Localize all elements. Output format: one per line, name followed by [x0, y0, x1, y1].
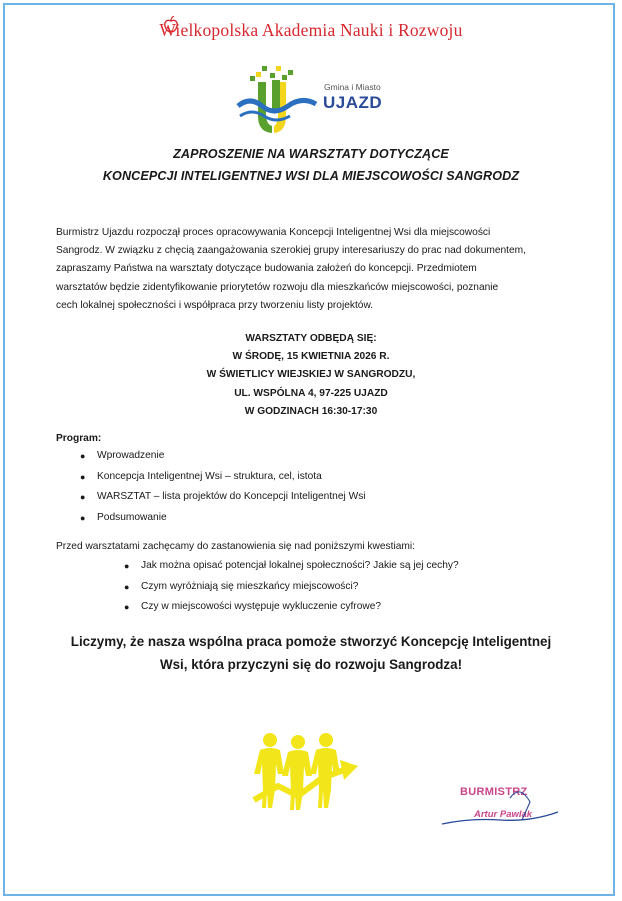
intro-paragraph	[56, 224, 570, 315]
bullet-icon: ●	[124, 602, 130, 612]
list-item	[124, 577, 459, 598]
event-hours: W GODZINACH 16:30-17:30	[244, 405, 378, 417]
question-item: Czy w miejscowości występuje wykluczenie cyfrowe?	[141, 601, 382, 612]
bullet-icon: ●	[80, 492, 86, 502]
questions-intro: Przed warsztatami zachęcamy do zastanowienia się nad poniższymi kwestiami:	[56, 541, 415, 552]
closing-line: Wsi, która przyczyni się do rozwoju Sangrodza!	[159, 657, 463, 672]
questions-list	[124, 556, 459, 618]
people-growth-illustration-icon	[248, 730, 368, 814]
org-header	[0, 20, 622, 41]
intro-line: warsztatów będzie zidentyfikowanie priorytetów rozwoju dla mieszkańców miejscowości, poznanie	[56, 281, 499, 293]
signature-scribble-icon	[440, 780, 560, 840]
intro-line: zapraszamy Państwa na warsztaty dotyczące budowania założeń do koncepcji. Przedmiotem	[56, 263, 477, 275]
bullet-icon: ●	[124, 581, 130, 592]
program-item: WARSZTAT – lista projektów do Koncepcji Inteligentnej Wsi	[97, 491, 366, 502]
bullet-icon: ●	[80, 512, 86, 523]
signature-title: BURMISTRZ	[460, 786, 528, 798]
list-item	[124, 556, 459, 577]
details-heading: WARSZTATY ODBĘDĄ SIĘ:	[245, 333, 377, 344]
closing-statement	[0, 630, 622, 676]
event-details	[0, 330, 622, 421]
municipality-name: UJAZD	[323, 93, 383, 112]
municipality-small-text: Gmina i Miasto	[324, 82, 381, 92]
list-item	[80, 446, 366, 467]
list-item	[124, 597, 459, 618]
signature-name: Artur Pawlak	[474, 809, 533, 820]
intro-line: Sangrodz. W związku z chęcią zaangażowania szerokiej grupy interesariuszy do prac nad dokumentem,	[56, 245, 526, 257]
municipality-logo	[236, 66, 396, 138]
program-item: Koncepcja Inteligentnej Wsi – struktura, cel, istota	[97, 470, 322, 482]
event-place: W ŚWIETLICY WIEJSKIEJ W SANGRODZU,	[206, 369, 416, 381]
list-item	[80, 467, 366, 488]
program-item: Wprowadzenie	[97, 450, 165, 461]
list-item	[80, 508, 366, 529]
question-item: Jak można opisać potencjał lokalnej społeczności? Jakie są jej cechy?	[141, 560, 459, 571]
signature-stamp	[440, 780, 560, 840]
program-list	[80, 446, 366, 528]
program-label: Program:	[56, 433, 102, 444]
bullet-icon: ●	[124, 561, 130, 571]
bullet-icon: ●	[80, 471, 86, 482]
list-item	[80, 487, 366, 508]
invitation-title-line-2: KONCEPCJI INTELIGENTNEJ WSI DLA MIEJSCOWOŚCI SANGRODZ	[102, 169, 520, 183]
intro-line: cech lokalnej społeczności i współpraca przy tworzeniu listy projektów.	[56, 299, 374, 311]
ujazd-emblem-icon	[236, 66, 322, 138]
program-item: Podsumowanie	[97, 511, 167, 523]
question-item: Czym wyróżniają się mieszkańcy miejscowości?	[141, 580, 359, 592]
event-address: UL. WSPÓLNA 4, 97-225 UJAZD	[234, 387, 388, 399]
bullet-icon: ●	[80, 451, 86, 461]
intro-line: Burmistrz Ujazdu rozpoczął proces opracowywania Koncepcji Inteligentnej Wsi dla miejscowości	[56, 227, 491, 238]
closing-line: Liczymy, że nasza wspólna praca pomoże stworzyć Koncepcję Inteligentnej	[70, 634, 552, 649]
invitation-title-line-1: ZAPROSZENIE NA WARSZTATY DOTYCZĄCE	[173, 147, 449, 161]
org-name: Wielkopolska Akademia Nauki i Rozwoju	[159, 20, 463, 40]
event-date: W ŚRODĘ, 15 KWIETNIA 2026 R.	[232, 351, 390, 363]
